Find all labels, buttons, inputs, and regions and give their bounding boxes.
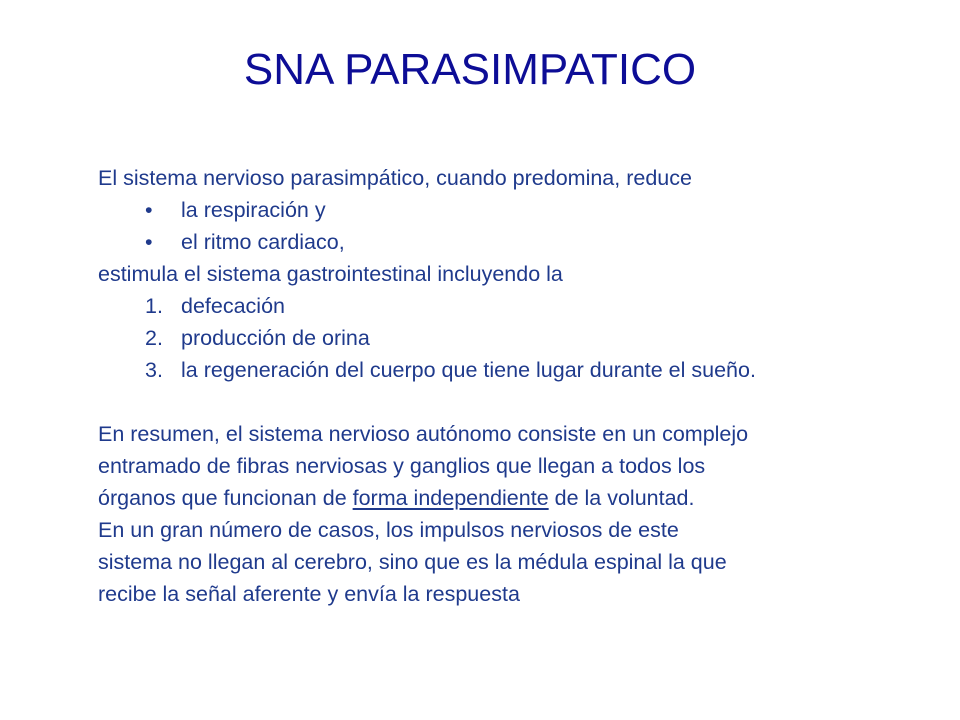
stimulus-text: estimula el sistema gastrointestinal incluyendo la [98,262,563,286]
summary-text: de la voluntad. [548,486,695,510]
numbered-text: producción de orina [181,326,370,350]
slide-body [98,162,918,610]
cases-line: recibe la señal aferente y envía la respuesta [98,582,520,606]
number-marker: 2. [145,326,163,350]
underlined-phrase: forma independiente [352,486,549,510]
slide-title: SNA PARASIMPATICO [243,45,697,94]
numbered-text: la regeneración del cuerpo que tiene lugar durante el sueño. [181,358,756,382]
number-marker: 3. [145,358,163,382]
number-marker: 1. [145,294,163,318]
bullet-item [98,226,918,258]
summary-line: En resumen, el sistema nervioso autónomo consiste en un complejo [98,422,749,446]
numbered-item [98,322,918,354]
numbered-text: defecación [181,294,285,318]
summary-line: entramado de fibras nerviosas y ganglios que llegan a todos los [98,454,706,478]
bullet-item [98,194,918,226]
bullet-marker: • [145,230,153,254]
intro-text: El sistema nervioso parasimpático, cuando predomina, reduce [98,166,692,190]
summary-text: órganos que funcionan de [98,486,353,510]
bullet-text: el ritmo cardiaco, [181,230,345,254]
cases-line: En un gran número de casos, los impulsos nerviosos de este [98,518,679,542]
numbered-item [98,354,918,386]
bullet-marker: • [145,198,153,222]
cases-line: sistema no llegan al cerebro, sino que es la médula espinal la que [98,550,727,574]
paragraph-spacer [98,386,918,418]
bullet-text: la respiración y [181,198,326,222]
summary-line [98,482,918,514]
numbered-item [98,290,918,322]
